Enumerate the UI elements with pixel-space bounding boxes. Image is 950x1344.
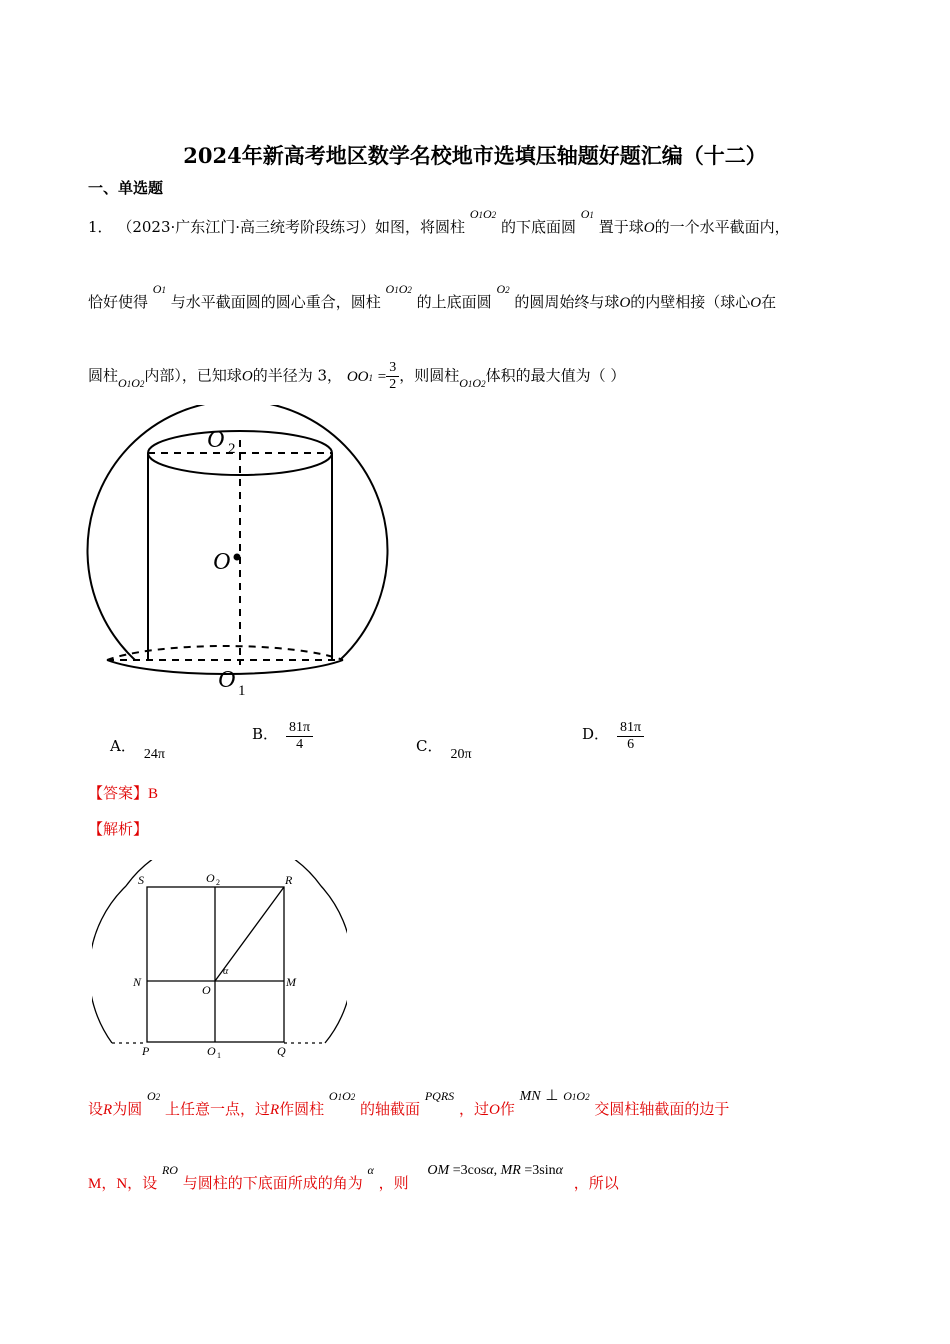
question-line-1: 1． （2023·广东江门·高三统考阶段练习）如图，将圆柱 O1O2 的下底面圆 O1 置于球O的一个水平截面内， [88,216,790,237]
solution-line-1: 设R为圆 O2 上任意一点，过R作圆柱 O1O2 的轴截面 $^{PQRS}$ ，过O作 MN ⊥ O1O2 交圆柱轴截面的边于 [88,1088,730,1118]
fig1-o2-label: O [207,427,225,453]
option-c[interactable]: C． 20π [416,737,472,762]
fig1-o2-sub: 2 [228,441,236,457]
answer-line: 【答案】B [88,784,159,802]
axial-section-figure [92,860,347,1065]
label-r: R [285,873,293,887]
bottom-base-back [107,646,343,660]
fig1-o1-label: O [218,667,236,693]
om-mr-equation: OM =3cosα, MR =3sinα [427,1163,563,1178]
label-o1: O [207,1044,216,1058]
label-s: S [138,873,144,887]
option-a[interactable]: A． 24π [110,737,165,762]
label-p: P [142,1044,150,1058]
label-n: N [133,975,142,989]
label-o: O [202,983,211,997]
question-source: （2023·广东江门·高三统考阶段练习）如图，将圆柱 [117,218,466,236]
center-point [234,554,241,561]
question-line-3: 圆柱O1O2内部），已知球O的半径为 3， OO1 = $\frac{3}{2}$ ，则圆柱O1O2体积的最大值为（ ） [88,360,626,392]
solution-line-2: M，N，设 $^{RO}$ 与圆柱的下底面所成的角为 $^\alpha$ ，则 OM =3cosα, MR =3sinα ，所以 [88,1163,619,1192]
page-title: 2024年新高考地区数学名校地市选填压轴题好题汇编（十二） [183,143,767,168]
label-o2-sub: 2 [216,878,220,887]
option-d[interactable]: D． $\frac{81\pi}{6}$ [582,720,644,753]
cylinder-label: O1O2 [469,207,497,221]
fig1-o1-sub: 1 [238,683,246,699]
label-o1-sub: 1 [217,1051,221,1060]
label-q: Q [277,1044,286,1058]
label-o2: O [206,871,215,885]
label-alpha: α [223,966,229,977]
o1-label: O1 [580,207,594,221]
sphere-cylinder-figure [85,405,395,705]
question-line-2: 恰好使得 O1 与水平截面圆的圆心重合，圆柱 O1O2 的上底面圆 O2 的圆周始终与球O的内壁相接（球心O在 [88,282,777,311]
section-heading: 一、单选题 [88,179,164,197]
analysis-tag: 【解析】 [88,820,149,838]
question-number: 1． [88,218,113,236]
oo1-equation: OO1 = $\frac{3}{2}$ [347,367,399,385]
mn-perp-o1o2: MN ⊥ O1O2 [519,1088,590,1104]
label-m: M [286,975,296,989]
fig1-o-label: O [213,549,231,575]
sphere-outline [87,405,387,660]
option-b[interactable]: B． $\frac{81\pi}{4}$ [252,720,313,753]
